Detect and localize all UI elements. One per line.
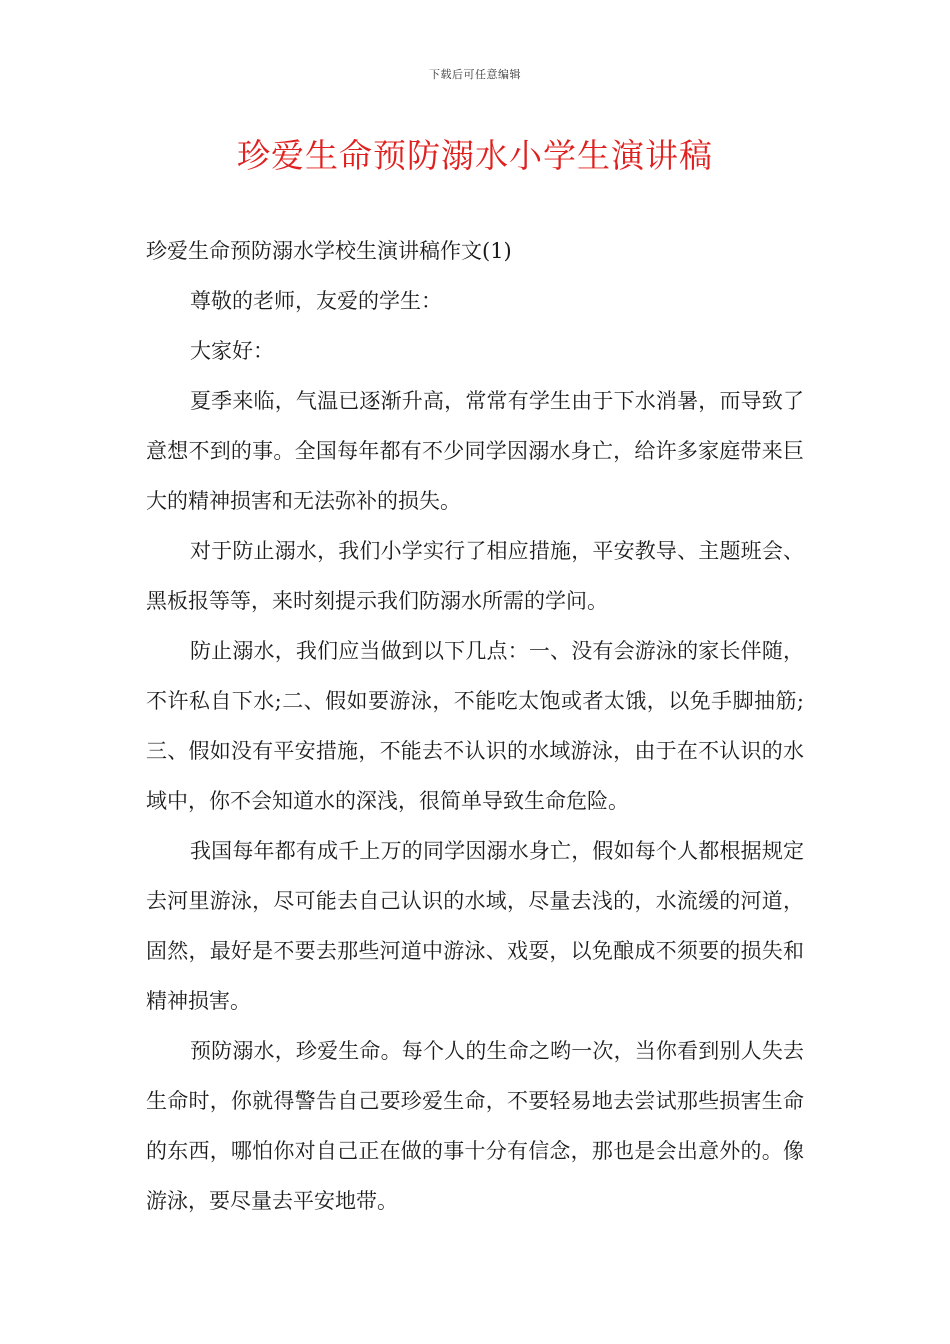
paragraph: 对于防止溺水，我们小学实行了相应措施，平安教导、主题班会、黑板报等等，来时刻提示我们防溺水所需的学问。 [146, 539, 804, 613]
document-title: 珍爱生命预防溺水小学生演讲稿 [237, 136, 713, 175]
paragraph: 防止溺水，我们应当做到以下几点：一、没有会游泳的家长伴随，不许私自下水;二、假如要游泳，不能吃太饱或者太饿，以免手脚抽筋;三、假如没有平安措施，不能去不认识的水域游泳，由于在不认识的水域中，你不会知道水的深浅，很简单导致生命危险。 [146, 639, 804, 813]
document-body [146, 226, 804, 1226]
header-note: 下载后可任意编辑 [429, 68, 521, 81]
paragraph: 夏季来临，气温已逐渐升高，常常有学生由于下水消暑，而导致了意想不到的事。全国每年都有不少同学因溺水身亡，给许多家庭带来巨大的精神损害和无法弥补的损失。 [146, 389, 804, 513]
paragraph-greeting: 尊敬的老师，友爱的学生： [190, 289, 442, 313]
document-subtitle: 珍爱生命预防溺水学校生演讲稿作文(1) [146, 239, 512, 263]
paragraph-salutation: 大家好： [190, 339, 274, 363]
paragraph: 预防溺水，珍爱生命。每个人的生命之哟一次，当你看到别人失去生命时，你就得警告自己要珍爱生命，不要轻易地去尝试那些损害生命的东西，哪怕你对自己正在做的事十分有信念，那也是会出意外的。像游泳，要尽量去平安地带。 [146, 1039, 804, 1213]
paragraph: 我国每年都有成千上万的同学因溺水身亡，假如每个人都根据规定去河里游泳，尽可能去自己认识的水域，尽量去浅的，水流缓的河道，固然，最好是不要去那些河道中游泳、戏耍，以免酿成不须要的损失和精神损害。 [146, 839, 804, 1013]
